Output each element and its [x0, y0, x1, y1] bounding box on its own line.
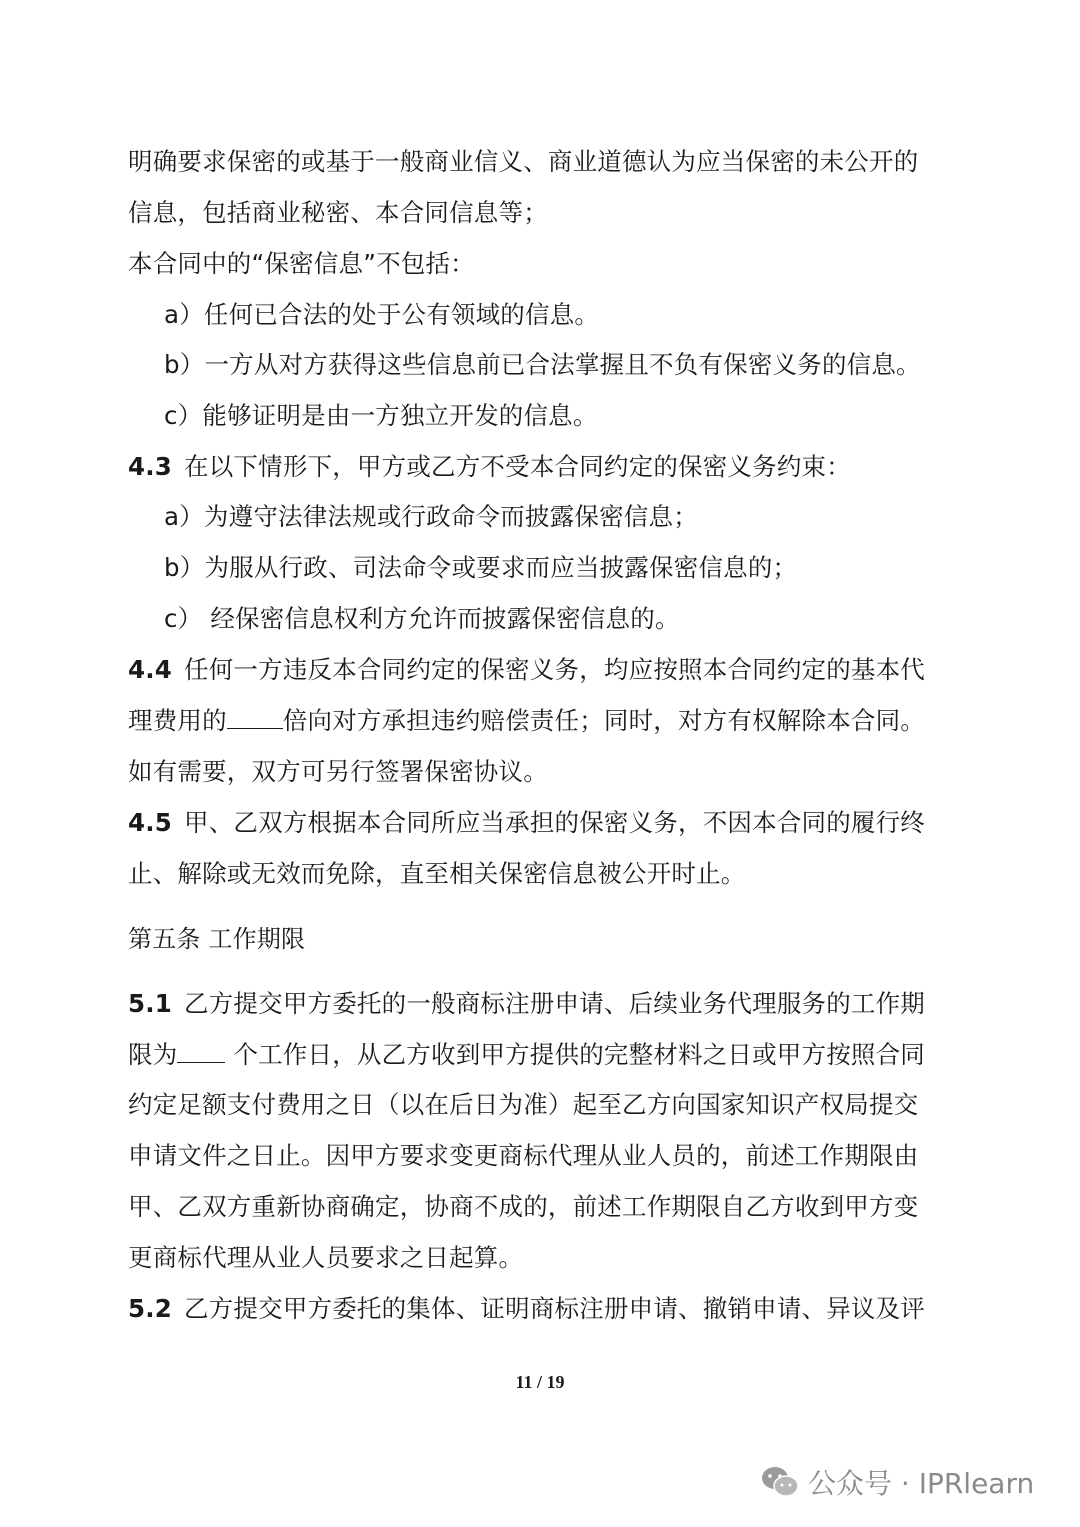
paragraph-line: 信息，包括商业秘密、本合同信息等； — [128, 198, 548, 227]
fill-in-blank — [227, 702, 283, 729]
paragraph-line: 如有需要，双方可另行签署保密协议。 — [128, 757, 548, 786]
clause-number: 4.4 — [128, 655, 173, 684]
list-item: c） 经保密信息权利方允许而披露保密信息的。 — [164, 604, 680, 633]
clause-number: 4.3 — [128, 452, 173, 481]
list-item: a）任何已合法的处于公有领域的信息。 — [164, 300, 600, 329]
paragraph-line: 理费用的 倍向对方承担违约赔偿责任；同时，对方有权解除本合同。 — [128, 701, 958, 741]
wechat-icon — [760, 1465, 800, 1499]
list-item: a）为遵守法律法规或行政命令而披露保密信息； — [164, 502, 698, 531]
paragraph-line: 本合同中的“保密信息”不包括： — [128, 249, 475, 278]
list-item: b）为服从行政、司法命令或要求而应当披露保密信息的； — [164, 553, 798, 582]
paragraph-line: 限为 个工作日，从乙方收到甲方提供的完整材料之日或甲方按照合同 — [128, 1035, 958, 1075]
list-item: c）能够证明是由一方独立开发的信息。 — [164, 401, 598, 430]
paragraph-line: 止、解除或无效而免除，直至相关保密信息被公开时止。 — [128, 859, 746, 888]
clause-4-3: 4.3 在以下情形下，甲方或乙方不受本合同约定的保密义务约束： — [128, 452, 851, 481]
paragraph-line: 明确要求保密的或基于一般商业信义、商业道德认为应当保密的未公开的 — [128, 147, 919, 176]
paragraph-line: 申请文件之日止。因甲方要求变更商标代理从业人员的，前述工作期限由 — [128, 1141, 919, 1170]
paragraph-line: 更商标代理从业人员要求之日起算。 — [128, 1243, 524, 1272]
watermark — [760, 1458, 1060, 1506]
clause-5-1: 5.1 乙方提交甲方委托的一般商标注册申请、后续业务代理服务的工作期 — [128, 989, 926, 1018]
paragraph-line: 约定足额支付费用之日（以在后日为准）起至乙方向国家知识产权局提交 — [128, 1090, 919, 1119]
clause-number: 4.5 — [128, 808, 173, 837]
clause-4-5: 4.5 甲、乙双方根据本合同所应当承担的保密义务，不因本合同的履行终 — [128, 808, 926, 837]
fill-in-blank — [177, 1036, 225, 1063]
clause-5-2: 5.2 乙方提交甲方委托的集体、证明商标注册申请、撤销申请、异议及评 — [128, 1294, 926, 1323]
watermark-text: 公众号 · IPRlearn — [808, 1467, 1035, 1500]
list-item: b）一方从对方获得这些信息前已合法掌握且不负有保密义务的信息。 — [164, 350, 921, 379]
clause-number: 5.1 — [128, 989, 173, 1018]
clause-number: 5.2 — [128, 1294, 173, 1323]
section-heading: 第五条 工作期限 — [128, 925, 306, 953]
paragraph-line: 甲、乙双方重新协商确定，协商不成的，前述工作期限自乙方收到甲方变 — [128, 1192, 919, 1221]
page-number: 11 / 19 — [515, 1372, 565, 1392]
clause-4-4: 4.4 任何一方违反本合同约定的保密义务，均应按照本合同约定的基本代 — [128, 655, 926, 684]
